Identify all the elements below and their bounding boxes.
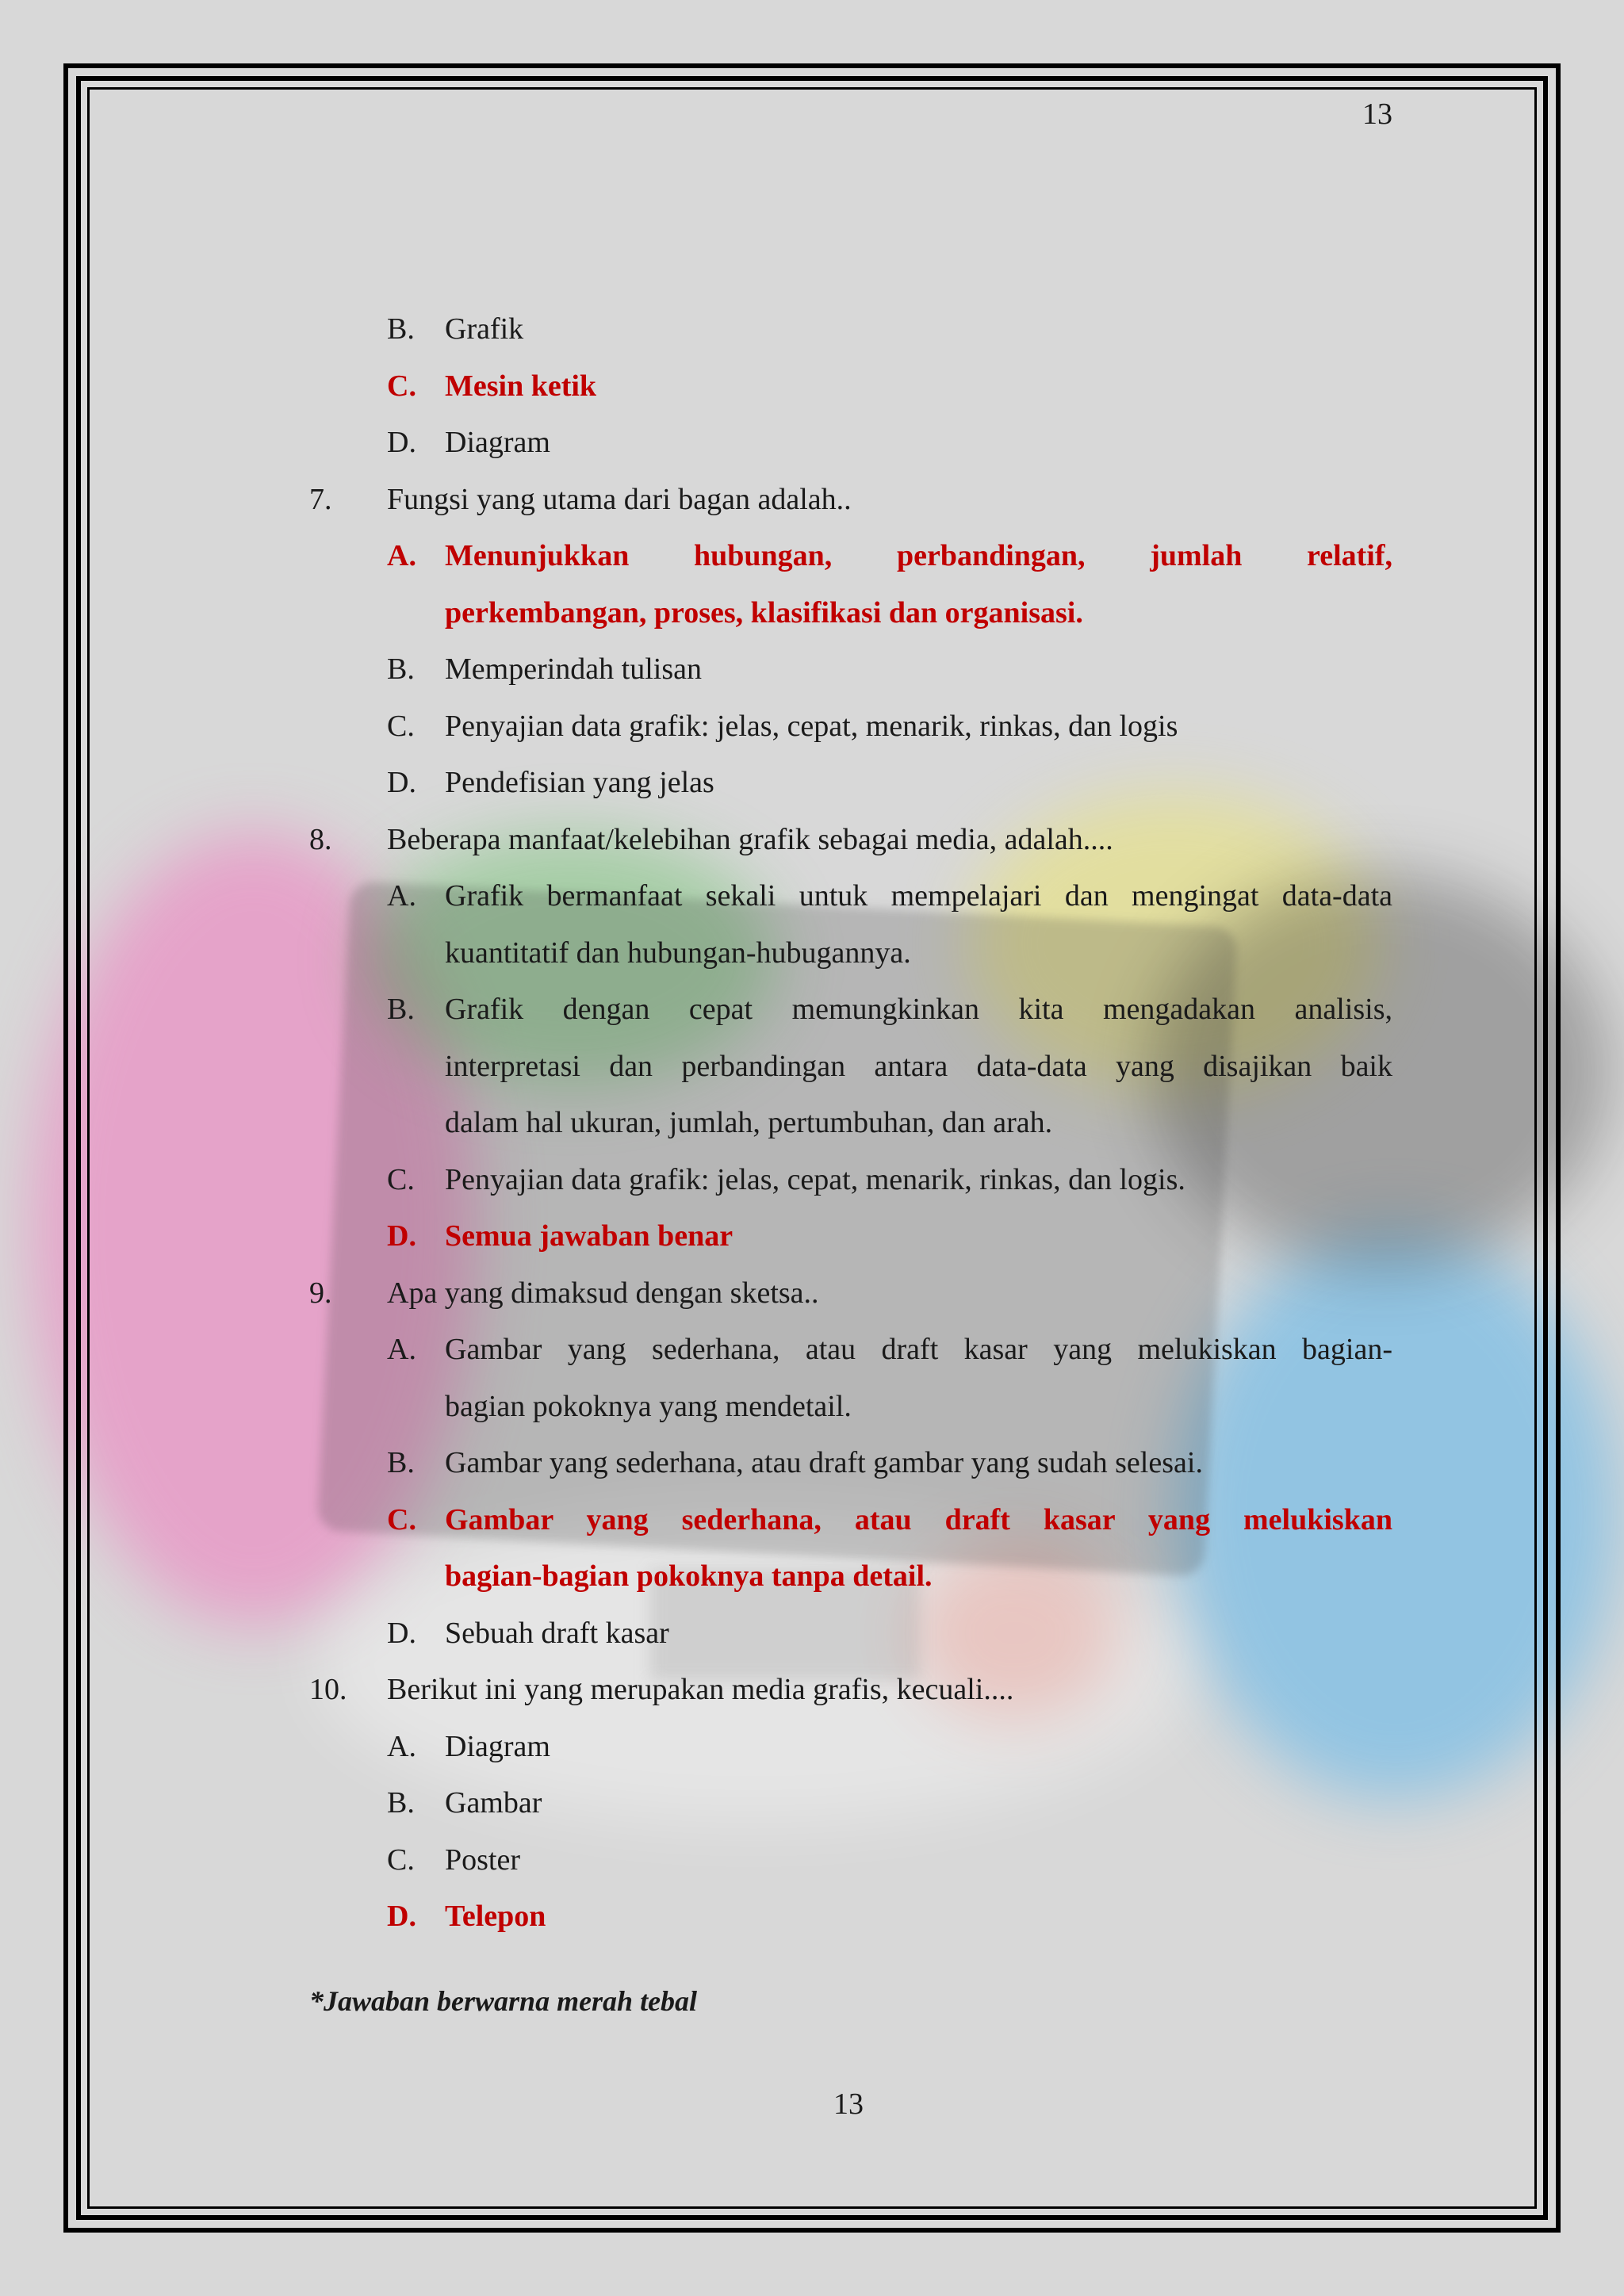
option-row-correct (309, 1888, 1392, 1946)
question-text: Apa yang dimaksud dengan sketsa.. (387, 1276, 819, 1310)
answer-key-note: *Jawaban berwarna merah tebal (309, 1984, 698, 2017)
page-number-bottom: 13 (833, 2087, 864, 2121)
option-letter: D. (387, 1219, 416, 1253)
option-row (309, 1775, 1392, 1832)
option-row (309, 1435, 1392, 1492)
option-row (309, 1605, 1392, 1663)
option-letter: D. (387, 1616, 416, 1650)
option-text: Grafik bermanfaat sekali untuk mempelajari dan mengingat data-data (445, 879, 1392, 913)
option-text: Mesin ketik (445, 369, 597, 403)
option-letter: C. (387, 369, 416, 403)
option-text: Gambar yang sederhana, atau draft kasar yang melukiskan (445, 1502, 1392, 1536)
option-text: dalam hal ukuran, jumlah, pertumbuhan, dan arah. (445, 1106, 1053, 1139)
option-text: Memperindah tulisan (445, 652, 702, 686)
option-letter: C. (387, 1502, 416, 1536)
option-letter: C. (387, 1843, 415, 1877)
option-text: Poster (445, 1843, 520, 1877)
option-text: Penyajian data grafik: jelas, cepat, menarik, rinkas, dan logis (445, 709, 1178, 743)
option-row (309, 868, 1392, 925)
option-row (309, 698, 1392, 756)
option-letter: C. (387, 709, 415, 743)
option-text: Gambar (445, 1786, 542, 1820)
question-row (309, 1265, 1392, 1322)
option-text: Telepon (445, 1900, 546, 1933)
option-letter: A. (387, 1333, 416, 1366)
option-letter: B. (387, 993, 415, 1026)
option-row-correct (309, 528, 1392, 585)
option-letter: D. (387, 766, 416, 799)
option-text: kuantitatif dan hubungan-hubugannya. (445, 936, 911, 970)
option-letter: A. (387, 879, 416, 913)
question-number: 7. (309, 482, 332, 516)
option-row (309, 1152, 1392, 1209)
option-letter: C. (387, 1162, 415, 1196)
option-letter: A. (387, 539, 416, 572)
option-continuation (309, 925, 1392, 982)
question-number: 9. (309, 1276, 332, 1310)
option-row-correct (309, 358, 1392, 415)
option-text: Pendefisian yang jelas (445, 766, 714, 799)
option-letter: B. (387, 1786, 415, 1820)
quiz-content (309, 301, 1392, 2025)
option-text: Sebuah draft kasar (445, 1616, 669, 1650)
option-text: bagian-bagian pokoknya tanpa detail. (445, 1559, 933, 1593)
question-number: 10. (309, 1673, 347, 1706)
option-text: Grafik dengan cepat memungkinkan kita mengadakan analisis, (445, 993, 1392, 1026)
question-row (309, 472, 1392, 529)
option-text: Gambar yang sederhana, atau draft kasar yang melukiskan bagian- (445, 1333, 1392, 1366)
option-text: interpretasi dan perbandingan antara data-data yang disajikan baik (445, 1049, 1392, 1083)
option-text: perkembangan, proses, klasifikasi dan organisasi. (445, 595, 1083, 629)
option-text: Diagram (445, 1729, 550, 1763)
option-row (309, 301, 1392, 358)
option-letter: B. (387, 1446, 415, 1479)
option-row (309, 1719, 1392, 1776)
option-continuation (309, 1039, 1392, 1096)
option-continuation (309, 1095, 1392, 1152)
option-text: Grafik (445, 312, 524, 346)
option-letter: A. (387, 1729, 416, 1763)
question-text: Fungsi yang utama dari bagan adalah.. (387, 482, 852, 516)
option-row (309, 755, 1392, 812)
option-text: Semua jawaban benar (445, 1219, 733, 1253)
option-text: Gambar yang sederhana, atau draft gambar yang sudah selesai. (445, 1446, 1203, 1479)
question-number: 8. (309, 822, 332, 856)
option-text: Menunjukkan hubungan, perbandingan, jumlah relatif, (445, 539, 1392, 572)
page-number-top: 13 (1362, 98, 1392, 131)
question-row (309, 812, 1392, 869)
option-text: bagian pokoknya yang mendetail. (445, 1389, 852, 1423)
option-letter: D. (387, 1900, 416, 1933)
question-text: Beberapa manfaat/kelebihan grafik sebagai media, adalah.... (387, 822, 1113, 856)
option-letter: D. (387, 426, 416, 459)
option-row-correct (309, 1208, 1392, 1265)
option-continuation (309, 585, 1392, 642)
option-text: Penyajian data grafik: jelas, cepat, menarik, rinkas, dan logis. (445, 1162, 1185, 1196)
option-row-correct (309, 1492, 1392, 1549)
option-continuation (309, 1548, 1392, 1605)
option-row (309, 641, 1392, 698)
option-row (309, 982, 1392, 1039)
option-letter: B. (387, 312, 415, 346)
option-row (309, 1322, 1392, 1379)
question-text: Berikut ini yang merupakan media grafis, kecuali.... (387, 1673, 1014, 1706)
option-row (309, 1832, 1392, 1889)
option-continuation (309, 1379, 1392, 1436)
option-letter: B. (387, 652, 415, 686)
question-row (309, 1662, 1392, 1719)
option-text: Diagram (445, 426, 550, 459)
option-row (309, 415, 1392, 472)
